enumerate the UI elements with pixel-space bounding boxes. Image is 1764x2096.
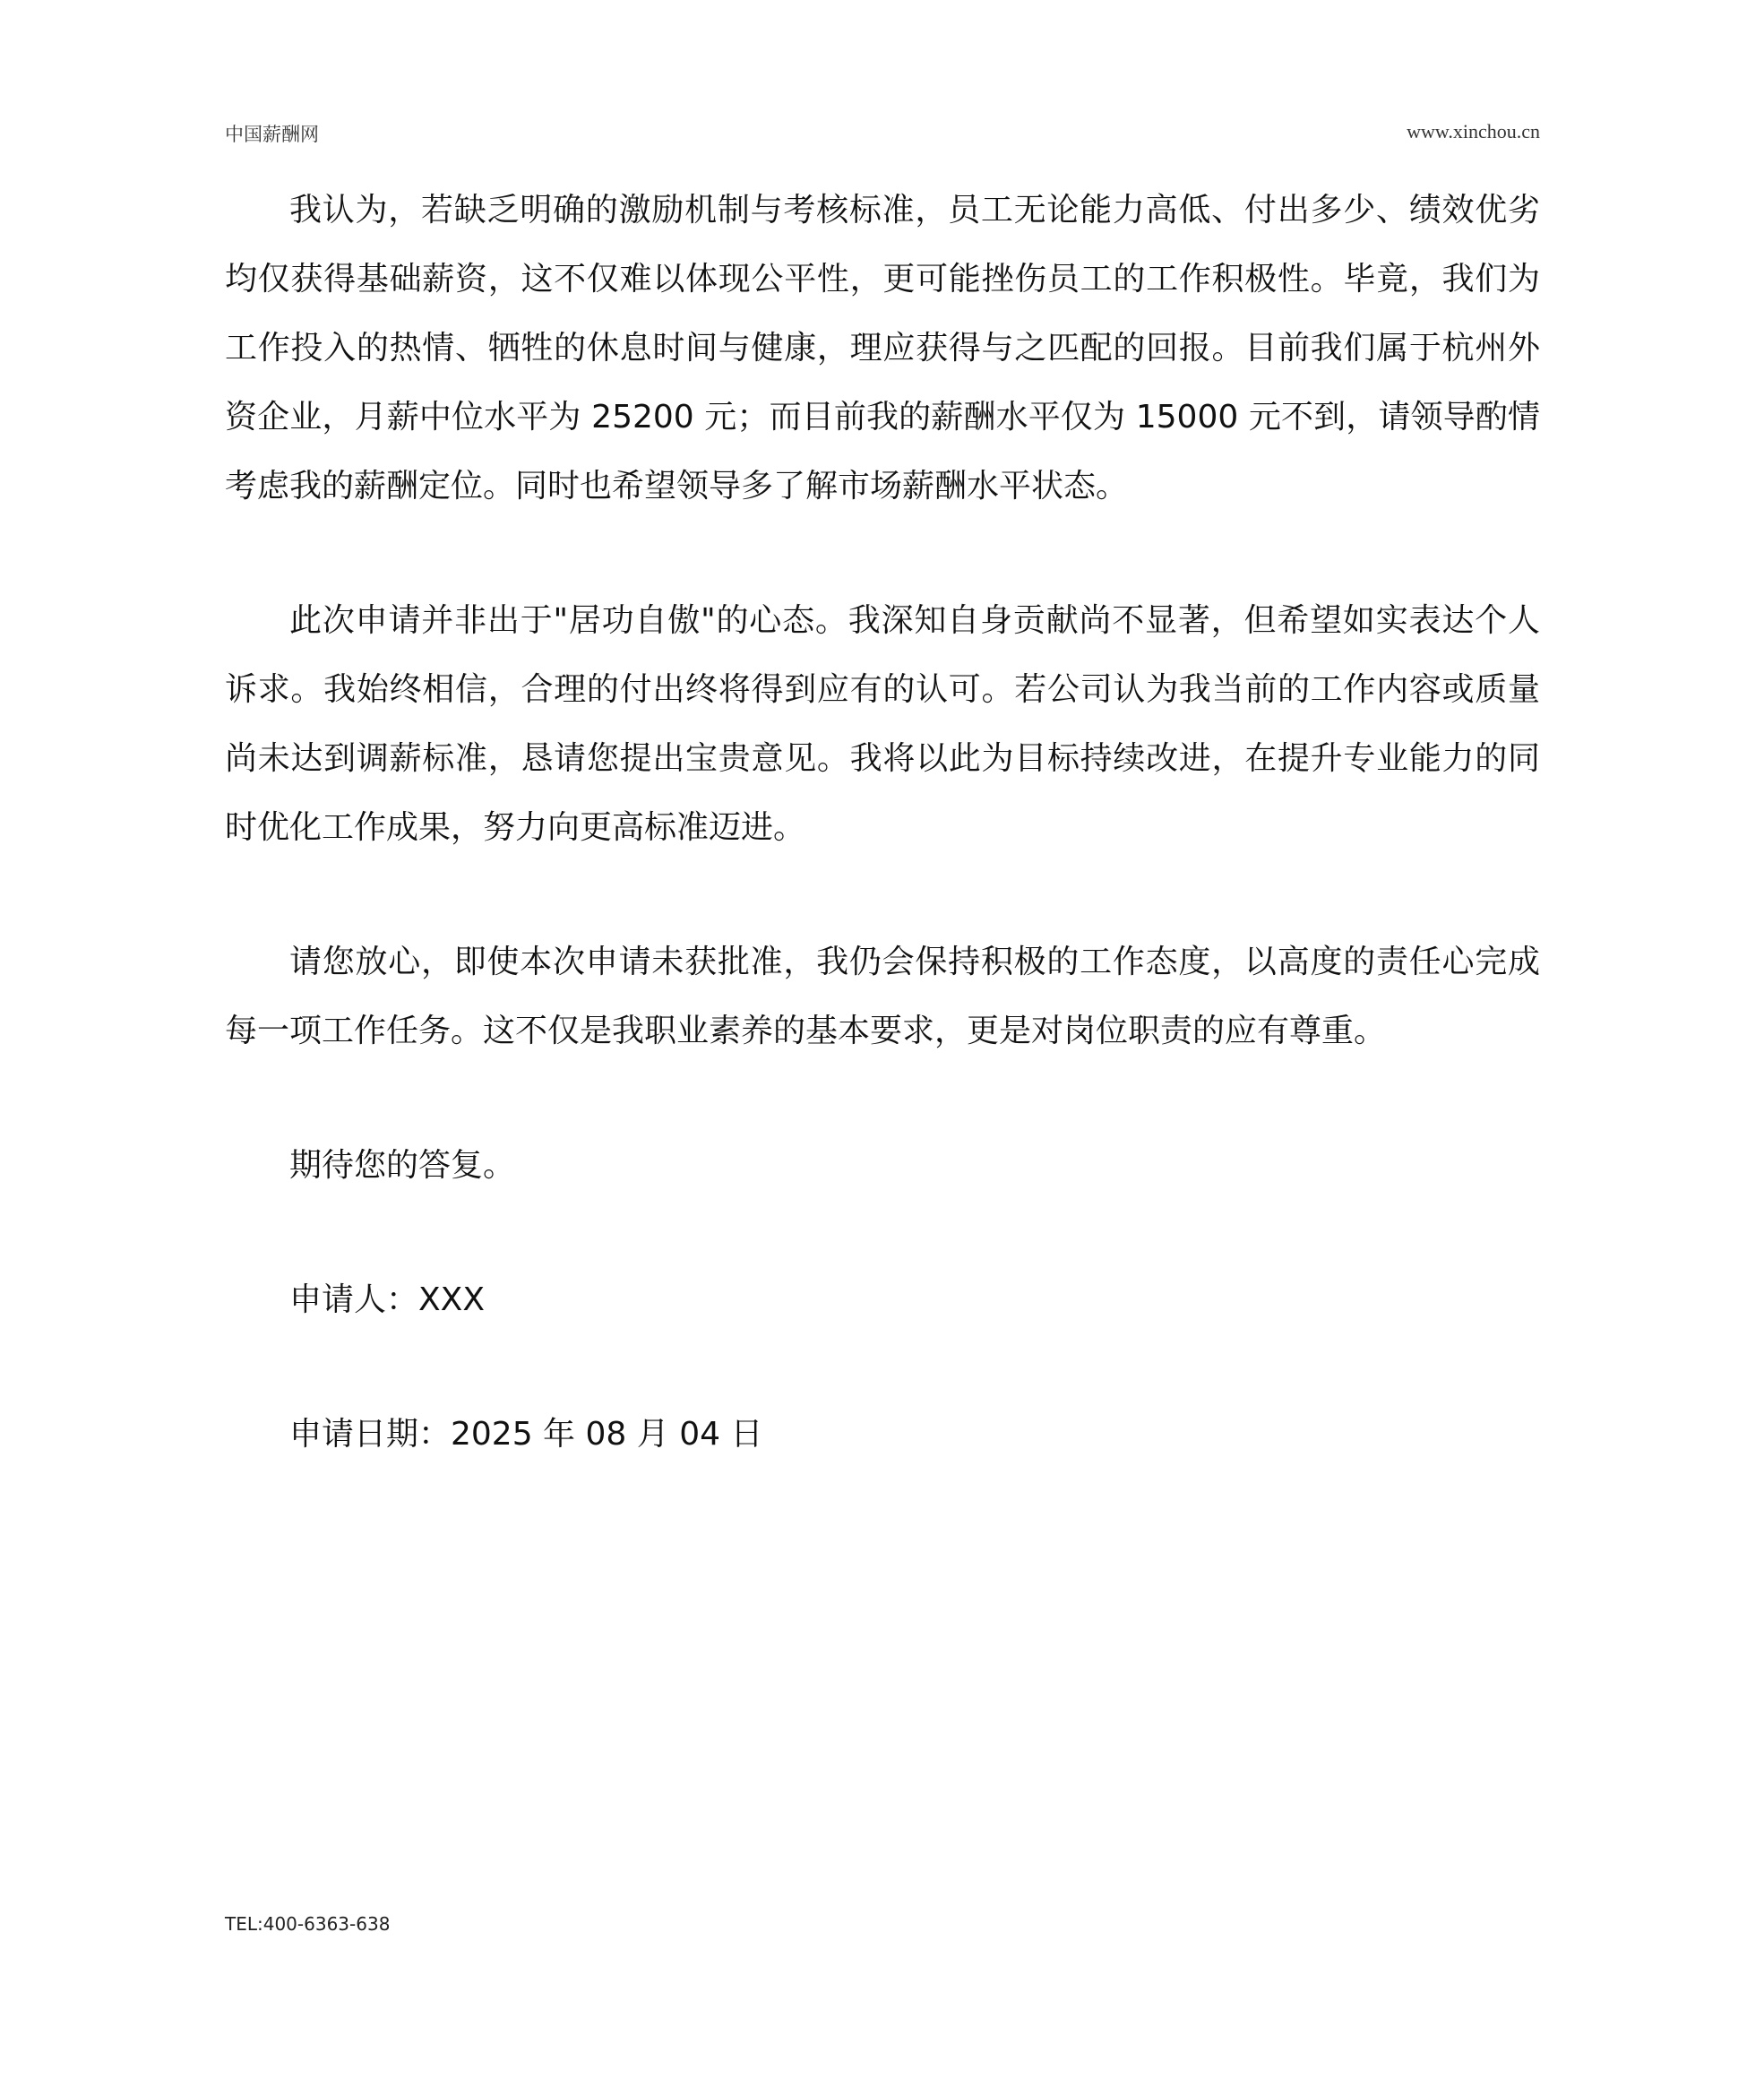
footer-tel: TEL:400-6363-638	[225, 1913, 391, 1935]
site-url: www.xinchou.cn	[1407, 120, 1540, 142]
date-line: 申请日期：2025 年 08 月 04 日	[289, 1416, 763, 1453]
closing-line: 期待您的答复。	[289, 1147, 516, 1184]
document-body	[225, 176, 1540, 1469]
page-header	[225, 120, 1540, 151]
site-name: 中国薪酬网	[225, 124, 319, 145]
paragraph-motivation: 此次申请并非出于"居功自傲"的心态。我深知自身贡献尚不显著，但希望如实表达个人诉求。我始终相信，合理的付出终将得到应有的认可。若公司认为我当前的工作内容或质量尚未达到调薪标准，恳请您提出宝贵意见。我将以此为目标持续改进，在提升专业能力的同时优化工作成果，努力向更高标准迈进。	[225, 602, 1540, 846]
paragraph-compensation: 我认为，若缺乏明确的激励机制与考核标准，员工无论能力高低、付出多少、绩效优劣均仅获得基础薪资，这不仅难以体现公平性，更可能挫伤员工的工作积极性。毕竟，我们为工作投入的热情、牺牲的休息时间与健康，理应获得与之匹配的回报。目前我们属于杭州外资企业，月薪中位水平为 25200 元；而目前我的薪酬水平仅为 15000 元不到，请领导酌情考虑我的薪酬定位。同时也希望领导多了解市场薪酬水平状态。	[225, 192, 1540, 505]
paragraph-commitment: 请您放心，即使本次申请未获批准，我仍会保持积极的工作态度，以高度的责任心完成每一项工作任务。这不仅是我职业素养的基本要求，更是对岗位职责的应有尊重。	[225, 944, 1540, 1049]
applicant-line: 申请人：XXX	[289, 1281, 485, 1318]
